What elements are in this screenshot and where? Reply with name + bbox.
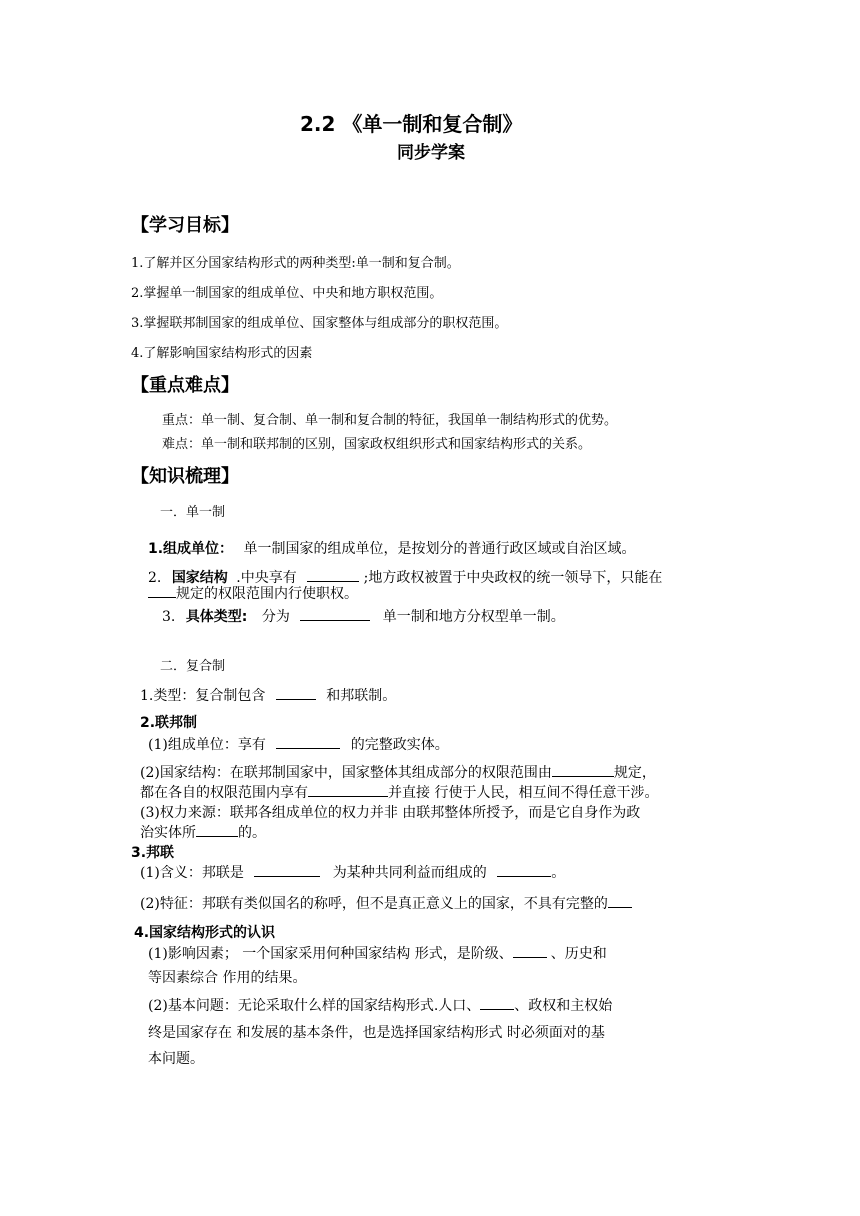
item-text: 、历史和 — [550, 946, 607, 962]
item-text: 、政权和主权始 — [514, 998, 613, 1014]
item-label: 国家结构 — [171, 570, 228, 586]
answer-blank[interactable] — [196, 822, 238, 837]
answer-blank[interactable] — [513, 943, 547, 958]
item-text: 单一制国家的组成单位，是按划分的普通行政区域或自治区域。 — [243, 541, 636, 557]
recognition-sub-1 — [148, 943, 607, 963]
item-text: 规定的权限范围内行使职权。 — [176, 586, 358, 602]
difficult-point-text: 难点：单一制和联邦制的区别，国家政权组织形式和国家结构形式的关系。 — [162, 437, 592, 452]
key-point-text: 重点：单一制、复合制、单一制和复合制的特征，我国单一制结构形式的优势。 — [162, 413, 618, 428]
item-text: (1)组成单位：享有 — [148, 737, 266, 753]
item-text: 并直接 行使于人民，相互间不得任意干涉。 — [388, 785, 659, 801]
unitary-item-1 — [148, 538, 636, 558]
answer-blank[interactable] — [300, 606, 370, 621]
section-heading-goals: 【学习目标】 — [131, 215, 239, 236]
item-text: (1)影响因素； 一个国家采用何种国家结构 形式，是阶级、 — [148, 946, 513, 962]
item-text: 都在各自的权限范围内享有 — [140, 785, 308, 801]
item-text: 分为 — [261, 609, 290, 625]
item-text: 规定， — [613, 765, 656, 781]
confederation-heading: 3.邦联 — [131, 845, 175, 861]
goal-item: 1.了解并区分国家结构形式的两种类型:单一制和复合制。 — [131, 256, 460, 271]
item-text: 。 — [551, 865, 566, 881]
item-text: 单一制和地方分权型单一制。 — [382, 609, 565, 625]
answer-blank[interactable] — [148, 583, 176, 598]
part-title-unitary: 一．单一制 — [160, 505, 226, 520]
item-text: 为某种共同利益而组成的 — [332, 865, 487, 881]
recognition-sub-2 — [148, 995, 612, 1015]
item-number: 3. — [162, 609, 176, 625]
goal-item: 4.了解影响国家结构形式的因素 — [131, 346, 313, 361]
federal-sub-2-line2 — [140, 782, 658, 802]
federal-sub-3-line2 — [140, 822, 266, 842]
confederation-sub-1 — [140, 862, 565, 882]
recognition-sub-2-line2: 终是国家存在 和发展的基本条件，也是选择国家结构形式 时必须面对的基 — [148, 1025, 605, 1041]
compound-item-1 — [140, 685, 396, 705]
recognition-heading: 4.国家结构形式的认识 — [134, 925, 276, 941]
federal-sub-3: (3)权力来源：联邦各组成单位的权力并非 由联邦整体所授予，而是它自身作为政 — [140, 805, 641, 821]
section-heading-focus: 【重点难点】 — [131, 375, 239, 396]
answer-blank[interactable] — [276, 734, 340, 749]
item-text: (2)国家结构：在联邦制国家中，国家整体其组成部分的权限范围由 — [140, 765, 552, 781]
unitary-item-2-line2 — [148, 583, 358, 603]
answer-blank[interactable] — [480, 995, 514, 1010]
federal-sub-1 — [148, 734, 449, 754]
item-text: (2)基本问题：无论采取什么样的国家结构形式.人口、 — [148, 998, 481, 1014]
part-title-compound: 二．复合制 — [160, 659, 226, 674]
page-title: 2.2 《单一制和复合制》 — [300, 112, 523, 136]
recognition-sub-1-line2: 等因素综合 作用的结果。 — [148, 970, 307, 986]
goal-item: 3.掌握联邦制国家的组成单位、国家整体与组成部分的职权范围。 — [131, 316, 508, 331]
unitary-item-3 — [162, 606, 565, 626]
item-text: .中央享有 — [236, 570, 297, 586]
recognition-sub-2-line3: 本问题。 — [148, 1051, 204, 1067]
item-label: 具体类型: — [185, 609, 248, 625]
federal-heading: 2.联邦制 — [140, 715, 198, 731]
item-label: 1.组成单位： — [148, 541, 234, 557]
answer-blank[interactable] — [497, 862, 551, 877]
answer-blank[interactable] — [608, 893, 632, 908]
item-text: 的完整政实体。 — [350, 737, 449, 753]
item-text: 和邦联制。 — [326, 688, 397, 704]
item-text: 治实体所 — [140, 825, 196, 841]
federal-sub-2 — [140, 762, 656, 782]
answer-blank[interactable] — [308, 782, 388, 797]
goal-item: 2.掌握单一制国家的组成单位、中央和地方职权范围。 — [131, 286, 443, 301]
item-number: 2. — [148, 570, 162, 586]
answer-blank[interactable] — [307, 567, 359, 582]
answer-blank[interactable] — [276, 685, 316, 700]
page-subtitle: 同步学案 — [397, 143, 465, 163]
item-text: 的。 — [238, 825, 266, 841]
answer-blank[interactable] — [552, 762, 614, 777]
item-text: (2)特征：邦联有类似国名的称呼，但不是真正意义上的国家，不具有完整的 — [140, 896, 608, 912]
confederation-sub-2 — [140, 893, 632, 913]
item-text: 1.类型：复合制包含 — [140, 688, 266, 704]
answer-blank[interactable] — [254, 862, 320, 877]
section-heading-knowledge: 【知识梳理】 — [131, 466, 239, 487]
item-text: ;地方政权被置于中央政权的统一领导下，只能在 — [363, 570, 663, 586]
item-text: (1)含义：邦联是 — [140, 865, 244, 881]
